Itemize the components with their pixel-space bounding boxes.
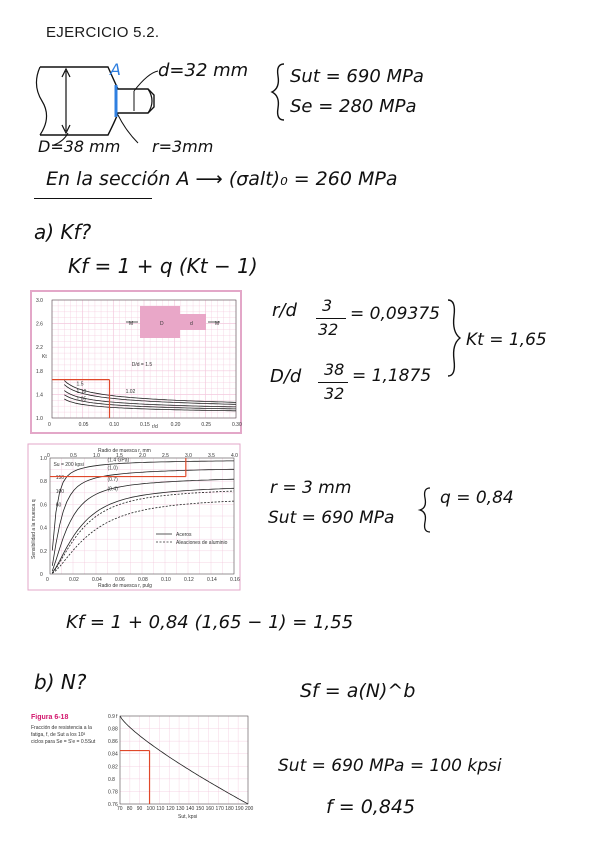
kt-xtick-label: 0.05 bbox=[78, 422, 89, 428]
kt-curve-label: D/d = 1.5 bbox=[131, 362, 153, 369]
kt-curve-label: 1.02 bbox=[125, 389, 136, 396]
f-xtick-label: 110 bbox=[156, 806, 165, 812]
q-xtick-label: 0.10 bbox=[161, 577, 171, 583]
q-xtick-label: 0 bbox=[46, 577, 49, 583]
f-xtick-label: 120 bbox=[166, 806, 175, 812]
q-series-label: 100 bbox=[55, 488, 65, 495]
q-xtick-label: 0.06 bbox=[115, 577, 125, 583]
f-xtick-label: 90 bbox=[136, 806, 143, 812]
kt-chart bbox=[30, 290, 242, 434]
kt-ylabel: Kt bbox=[42, 354, 47, 360]
diameter-large-label: D=38 mm bbox=[38, 137, 121, 156]
q-ytick-label: 0.8 bbox=[40, 479, 47, 486]
q-series-label: (1.0) bbox=[107, 465, 118, 472]
f-ytick-label: 0.78 bbox=[108, 789, 118, 796]
r-over-d-label: r/d bbox=[272, 300, 297, 321]
svg-text:D: D bbox=[160, 321, 164, 327]
f-xtick-label: 70 bbox=[117, 806, 123, 812]
q-series-label: 60 bbox=[55, 502, 62, 509]
q-toptick-label: 1.0 bbox=[93, 453, 100, 459]
kt-xtick-label: 0.10 bbox=[109, 422, 120, 428]
f-chart bbox=[28, 708, 252, 820]
kf-calculation: Kf = 1 + 0,84 (1,65 − 1) = 1,55 bbox=[66, 612, 354, 633]
q-toptick-label: 3.5 bbox=[208, 453, 215, 459]
f-ytick-label: 0.8 bbox=[108, 776, 115, 783]
D-over-d-den: 32 bbox=[324, 384, 345, 403]
q-toptick-label: 2.5 bbox=[162, 453, 169, 459]
f-xtick-label: 160 bbox=[205, 806, 214, 812]
q-toptick-label: 1.5 bbox=[116, 453, 123, 459]
f-xlabel: Sut, kpsi bbox=[178, 814, 198, 820]
kt-ytick-label: 2.2 bbox=[36, 345, 43, 352]
f-xtick-label: 170 bbox=[215, 806, 224, 812]
q-toptick-label: 4.0 bbox=[231, 453, 238, 459]
q-result: q = 0,84 bbox=[440, 488, 514, 508]
q-legend-steel: Aceros bbox=[176, 532, 192, 538]
q-ytick-label: 0.2 bbox=[40, 548, 47, 555]
f-ytick-label: 0.9 bbox=[108, 714, 115, 720]
given-sut: Sut = 690 MPa bbox=[290, 66, 424, 87]
q-legend-aluminum: Aleaciones de aluminio bbox=[176, 540, 228, 546]
q-toptick-label: 0 bbox=[47, 453, 50, 459]
section-stress: En la sección A ⟶ (σalt)₀ = 260 MPa bbox=[46, 168, 398, 190]
q-xtick-label: 0.12 bbox=[184, 577, 194, 583]
kf-formula: Kf = 1 + q (Kt − 1) bbox=[68, 254, 258, 278]
brace-icon bbox=[270, 62, 290, 122]
kt-ytick-label: 1.0 bbox=[36, 416, 43, 422]
f-xtick-label: 80 bbox=[126, 806, 133, 812]
q-sut: Sut = 690 MPa bbox=[268, 508, 395, 528]
r-mm: r = 3 mm bbox=[270, 478, 352, 498]
f-ylabel: f bbox=[116, 714, 118, 720]
diameter-small-label: d=32 mm bbox=[158, 60, 249, 81]
given-se: Se = 280 MPa bbox=[290, 96, 417, 117]
q-toptick-label: 0.5 bbox=[70, 453, 77, 459]
kt-ytick-label: 2.6 bbox=[36, 321, 43, 328]
q-series-label: (0.4) bbox=[107, 486, 118, 493]
q-top-title: Radio de muesca r, mm bbox=[98, 448, 151, 454]
q-xtick-label: 0.04 bbox=[92, 577, 102, 583]
q-series-label: (1.4 GPa) bbox=[107, 457, 130, 464]
q-ytick-label: 0 bbox=[40, 572, 43, 578]
f-caption-2: fatiga, f, de Sut a los 10³ bbox=[31, 732, 86, 738]
kt-curve-label: 1.5 bbox=[76, 381, 84, 388]
sf-formula: Sf = a(N)^b bbox=[300, 680, 416, 702]
q-series-label: 150 bbox=[55, 474, 65, 481]
separator-line bbox=[34, 198, 152, 199]
r-over-d-num: 3 bbox=[322, 296, 333, 315]
q-xtick-label: 0.16 bbox=[230, 577, 240, 583]
kt-xlabel: r/d bbox=[152, 424, 158, 430]
kt-xtick-label: 0 bbox=[48, 422, 51, 428]
kt-xtick-label: 0.30 bbox=[232, 422, 242, 428]
f-xtick-label: 200 bbox=[245, 806, 254, 812]
brace-icon bbox=[418, 486, 434, 534]
f-xtick-label: 100 bbox=[146, 806, 155, 812]
svg-text:M: M bbox=[215, 321, 220, 327]
kt-ytick-label: 1.4 bbox=[36, 392, 43, 399]
kt-xtick-label: 0.15 bbox=[140, 422, 150, 428]
r-over-d-den: 32 bbox=[318, 320, 339, 339]
q-xtick-label: 0.02 bbox=[69, 577, 79, 583]
b-sut: Sut = 690 MPa = 100 kpsi bbox=[278, 756, 502, 776]
f-xtick-label: 190 bbox=[235, 806, 244, 812]
svg-text:M: M bbox=[129, 321, 134, 327]
f-xtick-label: 130 bbox=[176, 806, 185, 812]
kt-curve-label: 1.10 bbox=[76, 389, 87, 396]
f-xtick-label: 150 bbox=[195, 806, 205, 812]
f-ytick-label: 0.76 bbox=[108, 802, 118, 808]
kt-curve-label: 1.05 bbox=[76, 396, 87, 403]
brace-icon bbox=[444, 298, 464, 378]
f-ytick-label: 0.84 bbox=[108, 751, 118, 758]
q-chart bbox=[28, 444, 240, 590]
D-over-d-value: = 1,1875 bbox=[352, 366, 432, 386]
D-over-d-num: 38 bbox=[324, 360, 345, 379]
f-xtick-label: 140 bbox=[185, 806, 195, 812]
f-caption-3: ciclos para Se = S'e = 0.5Sut bbox=[31, 739, 96, 745]
D-over-d-label: D/d bbox=[270, 366, 302, 387]
q-xtick-label: 0.08 bbox=[138, 577, 148, 583]
part-a-heading: a) Kf? bbox=[34, 220, 92, 244]
q-series-label: Su = 200 kpsi bbox=[53, 462, 84, 469]
q-toptick-label: 2.0 bbox=[139, 453, 146, 459]
fillet-radius-label: r=3mm bbox=[152, 137, 214, 156]
kt-result: Kt = 1,65 bbox=[466, 330, 547, 350]
f-result: f = 0,845 bbox=[326, 796, 416, 818]
kt-ytick-label: 3.0 bbox=[36, 298, 43, 304]
r-over-d-value: = 0,09375 bbox=[350, 304, 440, 324]
svg-text:d: d bbox=[190, 321, 193, 327]
section-a-label: A bbox=[110, 60, 121, 79]
page-title: EJERCICIO 5.2. bbox=[46, 24, 160, 41]
f-ytick-label: 0.82 bbox=[108, 764, 118, 771]
kt-xtick-label: 0.20 bbox=[170, 422, 181, 428]
f-xtick-label: 180 bbox=[225, 806, 234, 812]
q-toptick-label: 3.0 bbox=[185, 453, 192, 459]
q-xlabel: Radio de muesca r, pulg bbox=[98, 583, 152, 589]
q-ytick-label: 0.4 bbox=[40, 525, 47, 532]
f-ytick-label: 0.88 bbox=[108, 726, 118, 733]
q-ytick-label: 1.0 bbox=[40, 456, 47, 462]
f-caption-1: Fracción de resistencia a la bbox=[31, 725, 92, 731]
kt-ytick-label: 1.8 bbox=[36, 368, 43, 375]
q-xtick-label: 0.14 bbox=[207, 577, 217, 583]
q-ylabel: Sensibilidad a la muesca q bbox=[31, 499, 37, 559]
q-ytick-label: 0.6 bbox=[40, 502, 47, 509]
f-fig-title: Figura 6-18 bbox=[31, 714, 69, 721]
kt-xtick-label: 0.25 bbox=[201, 422, 212, 428]
f-ytick-label: 0.86 bbox=[108, 739, 118, 746]
part-b-heading: b) N? bbox=[34, 670, 87, 694]
q-series-label: (0.7) bbox=[107, 477, 118, 484]
